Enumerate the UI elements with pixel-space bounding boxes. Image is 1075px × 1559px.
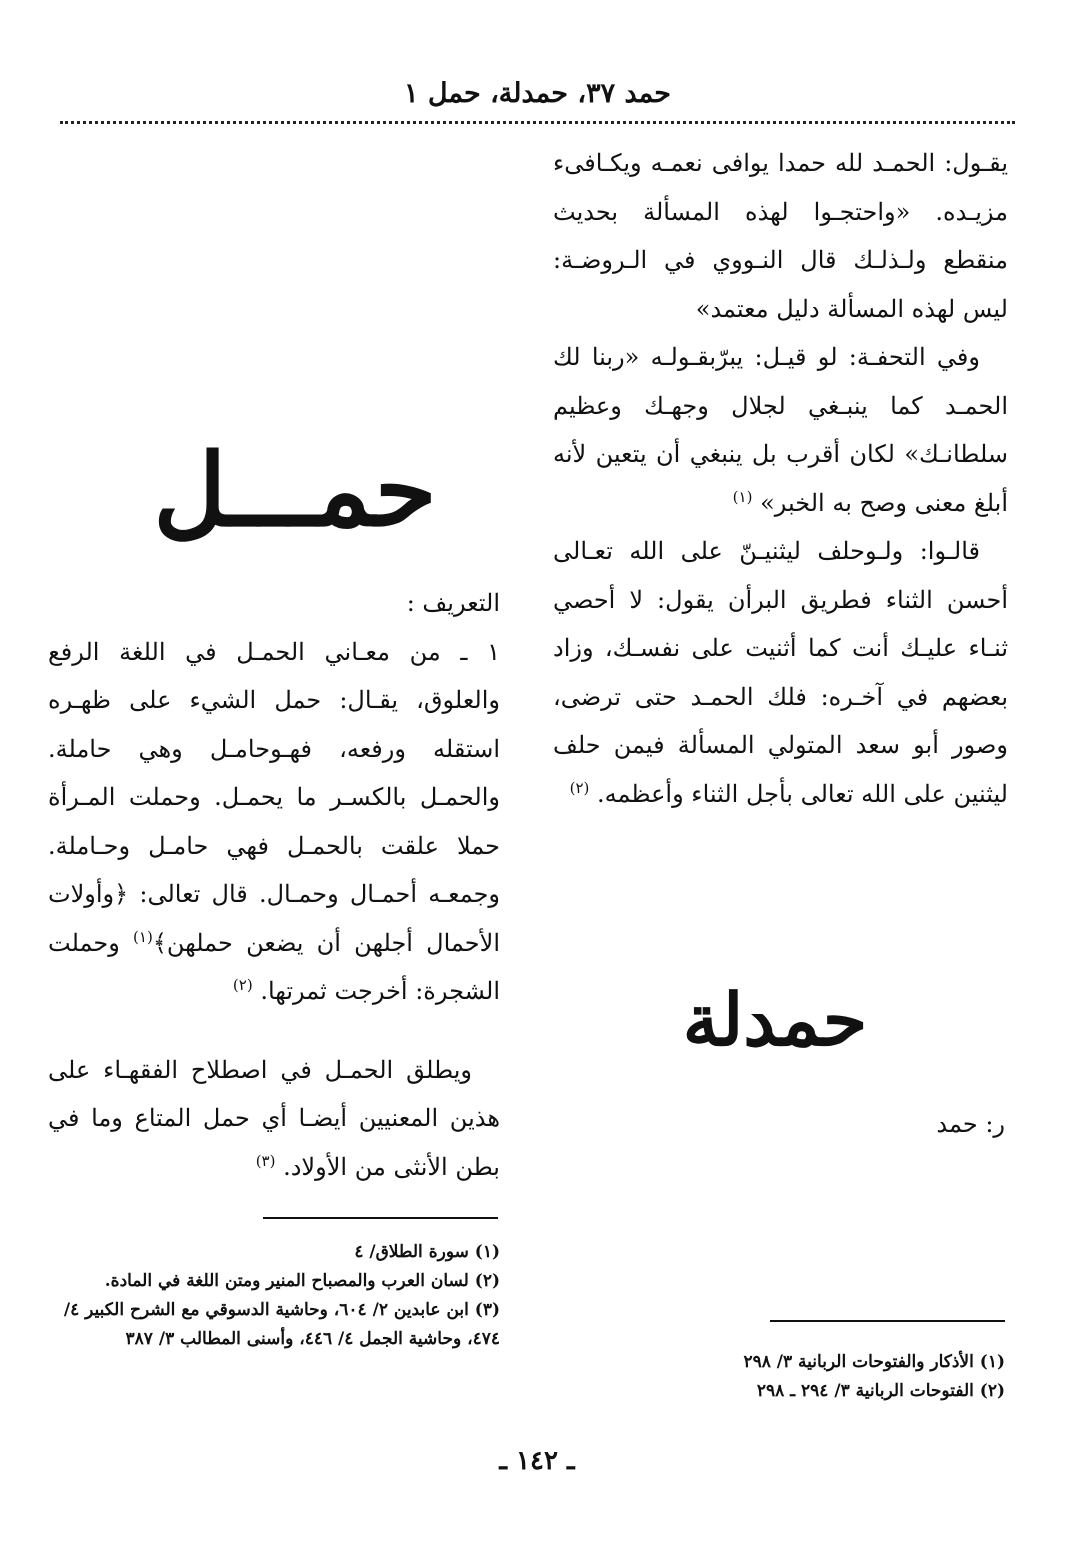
left-paragraph-1: ١ ـ من معـاني الحمـل في اللغة الرفع والعلوق، يقـال: حمل الشيء على ظهـره استقله ورفعه، فهـوحامـل وهي حاملة. والحمـل بالكسـر ما يحمـل. وحملت المـرأة حملا علقت بالحمـل فهي حامـل وحـاملة. وجمعـه أحمـال وحمـال. قال تعالى: ﴿وأولات الأحمال أجلهن أن يضعن حملهن﴾$^{(١)}$ وحملت الشجرة: أخرجت ثمرتها. $^{(٢)}$	[48, 637, 500, 1005]
footnote-item: (٣) ابن عابدين ٢/ ٦٠٤، وحاشية الدسوقي مع الشرح الكبير ٤/ ٤٧٤، وحاشية الجمل ٤/ ٤٤٦، وأسنى المطالب ٣/ ٣٨٧	[63, 1300, 500, 1349]
right-paragraph-1: يقـول: الحمـد لله حمدا يوافى نعمـه ويكـافىء مزيـده. «واحتجـوا لهذه المسألة بحديث منقطع ولـذلـك قال النـووي في الـروضـة: ليس لهذه المسألة دليل معتمد»	[553, 149, 1008, 323]
footnote-mark: (١)	[732, 487, 753, 506]
right-paragraph-2: وفي التحفـة: لو قيـل: يبرّبقـولـه «ربنا لك الحمـد كما ينبـغي لجلال وجهـك وعظيم سلطانـك» لكان أقرب بل ينبغي أن يتعين لأنه أبلغ معنى وصح به الخبر» $^{(١)}$	[553, 343, 1008, 517]
footnote-separator-left	[263, 1217, 498, 1219]
footnotes-left	[48, 1238, 500, 1354]
footnote-item: (٢) الفتوحات الربانية ٣/ ٢٩٤ ـ ٢٩٨	[756, 1381, 1005, 1401]
footnote-separator-right	[770, 1320, 1005, 1322]
footnote-mark: (١)	[133, 927, 153, 946]
footnote-mark: (٢)	[569, 778, 590, 797]
page-number: ـ ١٤٢ ـ	[499, 1446, 575, 1476]
footnote-item: (١) سورة الطلاق/ ٤	[354, 1242, 500, 1262]
footnote-mark: (٢)	[232, 976, 253, 994]
footnote-item: (١) الأذكار والفتوحات الربانية ٣/ ٢٩٨	[743, 1352, 1005, 1372]
footnote-item: (٢) لسان العرب والمصباح المنير ومتن اللغة في المادة.	[104, 1271, 500, 1291]
right-column	[553, 139, 1008, 818]
left-paragraph-2: ويطلق الحمـل في اصطلاح الفقهـاء على هذين المعنيين أيضـا أي حمل المتاع وما في بطن الأنثى من الأولاد. $^{(٣)}$	[48, 1055, 500, 1181]
left-column	[48, 579, 500, 1191]
footnote-mark: (٣)	[255, 1151, 276, 1170]
cross-reference: ر: حمد	[936, 1110, 1005, 1138]
definition-heading: التعريف :	[406, 589, 500, 617]
section-title-haml: حمـــل	[153, 431, 437, 549]
footnotes-right	[700, 1348, 1005, 1406]
running-header: حمد ٣٧، حمدلة، حمل ١	[404, 78, 671, 109]
section-title-hamdala: حمدلة	[682, 977, 868, 1062]
header-dotted-rule	[60, 121, 1015, 124]
right-paragraph-3: قالـوا: ولـوحلف ليثنيـنّ على الله تعـالى أحسن الثناء فطريق البرأن يقول: لا أحصي ثنـاء عليـك أنت كما أثنيت على نفسـك، وزاد بعضهم في آخـره: فلك الحمـد حتى ترضى، وصور أبو سعد المتولي المسألة فيمن حلف ليثنين على الله تعالى بأجل الثناء وأعظمه. $^{(٢)}$	[553, 537, 1008, 808]
